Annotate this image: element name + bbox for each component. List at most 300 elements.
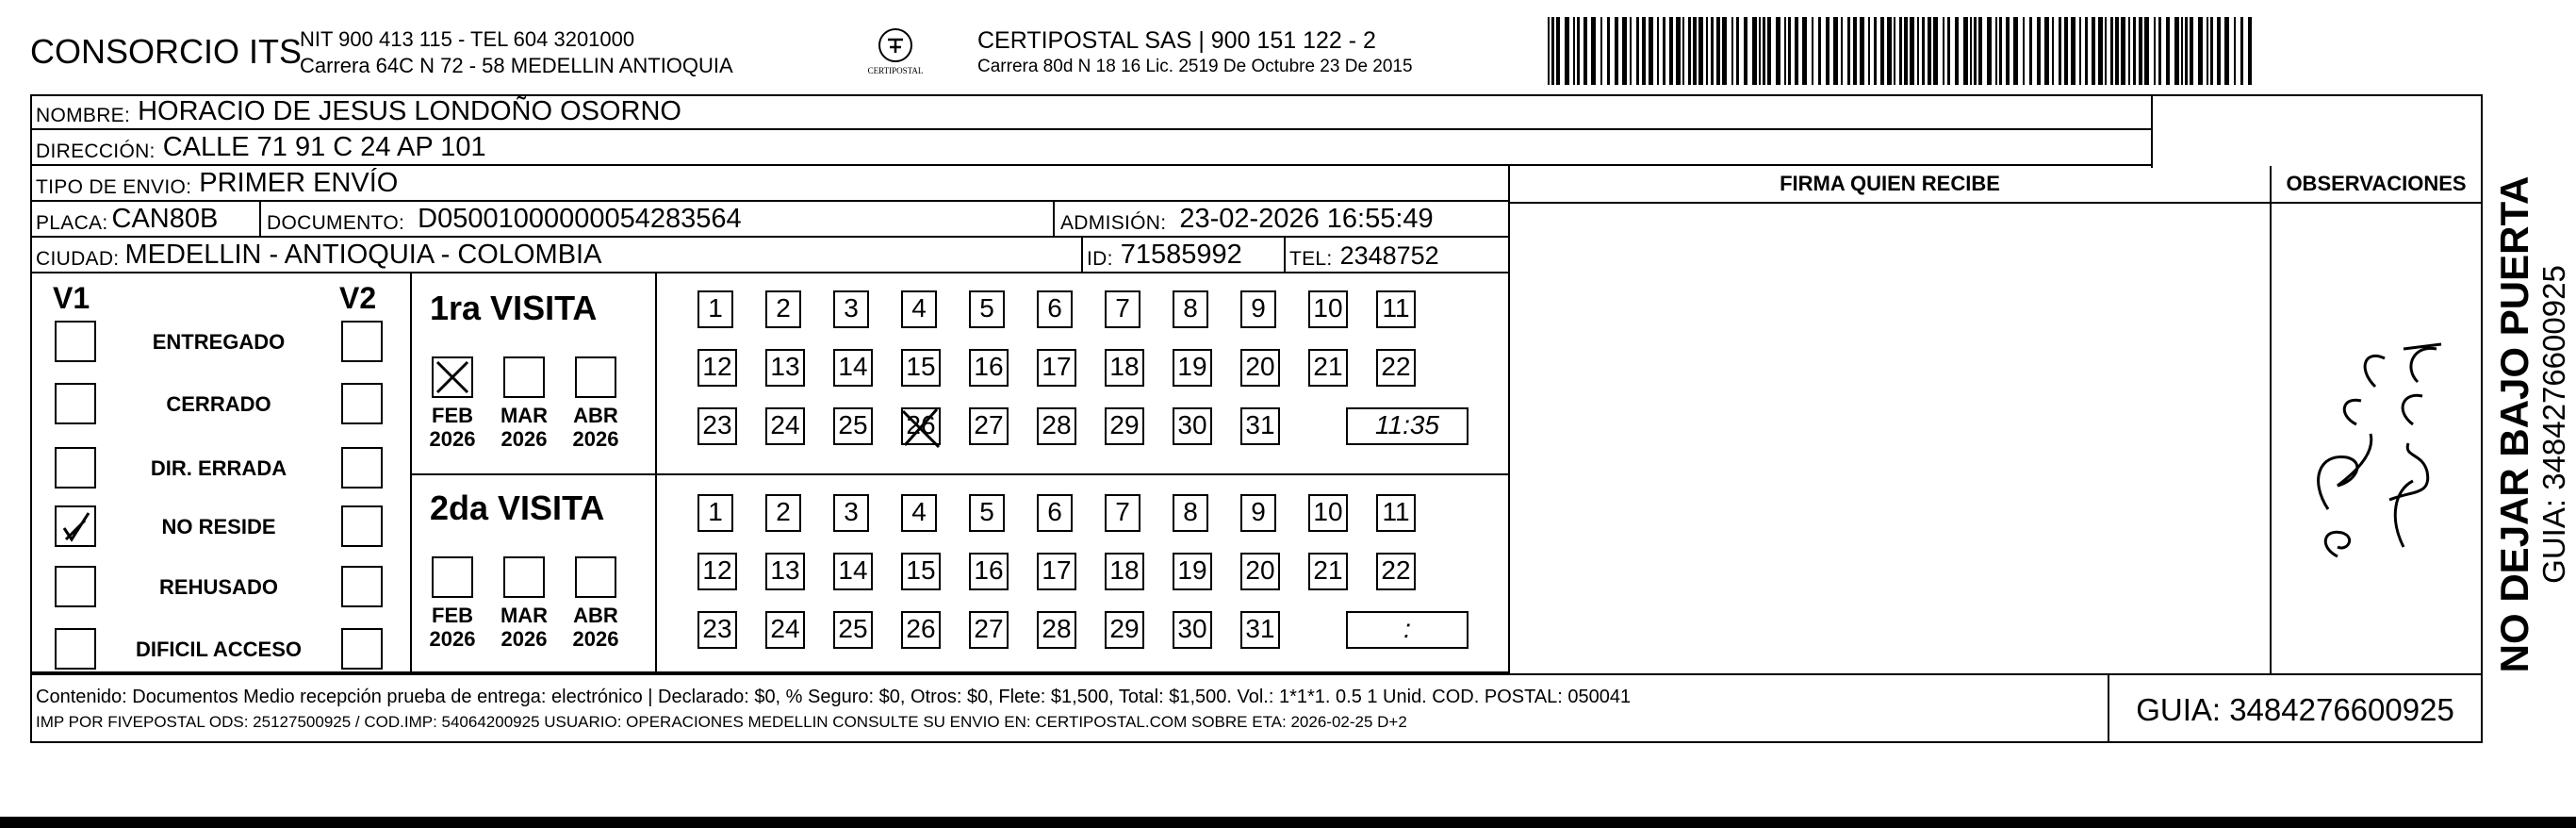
day-number: 8 xyxy=(1183,497,1198,526)
barcode-bar xyxy=(1615,17,1618,85)
tipo-envio-value: PRIMER ENVÍO xyxy=(199,168,399,198)
barcode-bar xyxy=(2092,17,2095,85)
day-number: 22 xyxy=(1381,555,1411,585)
day-box[interactable] xyxy=(1308,494,1348,532)
day-number: 30 xyxy=(1177,410,1207,439)
day-box[interactable] xyxy=(697,494,733,532)
barcode-bar xyxy=(1955,17,1959,85)
barcode-bar xyxy=(1933,17,1938,85)
status-label: REHUSADO xyxy=(159,575,278,599)
v2-checkbox[interactable] xyxy=(341,566,383,607)
barcode-bar xyxy=(2037,17,2041,85)
placa-cell xyxy=(32,202,261,236)
day-box[interactable] xyxy=(1308,553,1348,590)
barcode-bar xyxy=(1693,17,1697,85)
day-number: 12 xyxy=(702,352,732,381)
day-number: 15 xyxy=(906,352,936,381)
day-number: 30 xyxy=(1177,614,1207,643)
tel-value: 2348752 xyxy=(1339,241,1439,270)
v1-checkbox[interactable] xyxy=(55,447,96,489)
day-box[interactable] xyxy=(969,290,1005,328)
day-number: 20 xyxy=(1245,555,1275,585)
month-year: 2026 xyxy=(572,627,619,651)
day-box[interactable] xyxy=(1037,494,1073,532)
day-box[interactable] xyxy=(697,611,737,649)
barcode-bar xyxy=(2064,17,2068,85)
id-cell xyxy=(1083,238,1286,272)
day-number: 25 xyxy=(838,614,868,643)
month-checkbox[interactable] xyxy=(432,556,473,598)
day-number: 24 xyxy=(770,410,800,439)
day-box[interactable] xyxy=(1240,407,1280,445)
day-box[interactable] xyxy=(901,290,937,328)
day-number: 27 xyxy=(974,410,1004,439)
day-box[interactable] xyxy=(1376,553,1416,590)
tel-label: TEL: xyxy=(1289,248,1333,270)
day-box[interactable] xyxy=(765,349,805,387)
certipostal-line1: CERTIPOSTAL SAS | 900 151 122 - 2 xyxy=(977,27,1376,54)
month-checkbox[interactable] xyxy=(575,556,616,598)
barcode-bar xyxy=(1784,17,1786,85)
day-number: 29 xyxy=(1109,410,1140,439)
barcode-bar xyxy=(1577,17,1580,85)
day-number: 24 xyxy=(770,614,800,643)
day-box[interactable] xyxy=(1105,553,1144,590)
direccion-row xyxy=(30,130,2153,166)
day-number: 9 xyxy=(1251,497,1266,526)
barcode-bar xyxy=(1812,17,1813,85)
barcode-bar xyxy=(1999,17,2002,85)
day-number: 10 xyxy=(1313,293,1343,323)
month-name: MAR xyxy=(500,404,549,427)
barcode-bar xyxy=(1642,17,1646,85)
day-box[interactable] xyxy=(1105,290,1140,328)
day-number: 19 xyxy=(1177,555,1207,585)
barcode-bar xyxy=(2166,17,2170,85)
day-number: 7 xyxy=(1115,497,1130,526)
barcode-bar xyxy=(1731,17,1733,85)
month-name: FEB xyxy=(432,604,473,627)
barcode-bar xyxy=(2029,17,2032,85)
day-box[interactable] xyxy=(1173,290,1208,328)
month-year: 2026 xyxy=(572,427,619,451)
day-box[interactable] xyxy=(969,407,1009,445)
barcode-bar xyxy=(1795,17,1798,85)
barcode-bar xyxy=(2110,17,2113,85)
barcode-bar xyxy=(2174,17,2179,85)
day-number: 31 xyxy=(1245,410,1275,439)
day-box[interactable] xyxy=(765,553,805,590)
day-box[interactable] xyxy=(833,494,869,532)
day-box[interactable] xyxy=(697,407,737,445)
day-number: 1 xyxy=(708,497,723,526)
day-box[interactable] xyxy=(697,290,733,328)
barcode-bar xyxy=(1676,17,1681,85)
barcode-bar xyxy=(1716,17,1720,85)
day-box[interactable] xyxy=(1173,494,1208,532)
status-label: NO RESIDE xyxy=(161,515,276,538)
month-year: 2026 xyxy=(500,627,548,651)
day-box[interactable] xyxy=(901,407,941,445)
day-box[interactable] xyxy=(901,349,941,387)
ciudad-label: CIUDAD: xyxy=(36,248,120,270)
barcode-bar xyxy=(1910,17,1914,85)
v1-checkbox[interactable] xyxy=(55,505,96,547)
month-year: 2026 xyxy=(500,427,548,451)
day-box[interactable] xyxy=(833,290,869,328)
day-number: 15 xyxy=(906,555,936,585)
barcode-bar xyxy=(2185,17,2188,85)
time-box[interactable]: : xyxy=(1346,611,1468,649)
month-checkbox[interactable] xyxy=(432,356,473,398)
bottom-edge-bar xyxy=(0,817,2576,828)
day-number: 18 xyxy=(1109,555,1140,585)
day-number: 7 xyxy=(1115,293,1130,323)
barcode-bar xyxy=(2052,17,2054,85)
footer-guia: GUIA: 3484276600925 xyxy=(2136,692,2454,727)
day-number: 19 xyxy=(1177,352,1207,381)
day-box[interactable] xyxy=(1376,494,1416,532)
day-number: 23 xyxy=(702,614,732,643)
documento-value: D05001000000054283564 xyxy=(418,204,742,234)
day-number: 4 xyxy=(911,293,927,323)
barcode-bar xyxy=(1759,17,1761,85)
barcode-bar xyxy=(2105,17,2107,85)
barcode-bar xyxy=(1711,17,1714,85)
admision-value: 23-02-2026 16:55:49 xyxy=(1179,204,1434,234)
x-mark-icon xyxy=(899,406,943,451)
day-box[interactable] xyxy=(969,349,1009,387)
v2-checkbox[interactable] xyxy=(341,505,383,547)
id-value: 71585992 xyxy=(1120,240,1242,270)
barcode-bar xyxy=(1698,17,1703,85)
day-box[interactable] xyxy=(1173,553,1212,590)
barcode-bar xyxy=(1963,17,1968,85)
v2-checkbox[interactable] xyxy=(341,628,383,670)
barcode-bar xyxy=(2044,17,2049,85)
day-number: 17 xyxy=(1042,352,1072,381)
barcode-bar xyxy=(1583,17,1587,85)
day-box[interactable] xyxy=(833,407,873,445)
barcode-bar xyxy=(2006,17,2010,85)
company-name: CONSORCIO ITS xyxy=(30,32,303,71)
day-box[interactable] xyxy=(1240,494,1276,532)
firma-header xyxy=(1508,166,2272,204)
barcode-bar xyxy=(1860,17,1864,85)
observaciones-label: OBSERVACIONES xyxy=(2286,172,2467,195)
day-number: 26 xyxy=(906,614,936,643)
month-name: ABR xyxy=(573,404,618,427)
day-number: 29 xyxy=(1109,614,1140,643)
month-label xyxy=(566,404,626,451)
barcode-bar xyxy=(1788,17,1791,85)
barcode-bar xyxy=(1752,17,1757,85)
barcode-bar xyxy=(1556,17,1560,85)
day-box[interactable] xyxy=(765,290,801,328)
day-number: 9 xyxy=(1251,293,1266,323)
barcode-bar xyxy=(2059,17,2061,85)
month-year: 2026 xyxy=(429,427,476,451)
tipo-envio-label: TIPO DE ENVIO: xyxy=(36,176,192,198)
barcode-bar xyxy=(1922,17,1925,85)
day-number: 5 xyxy=(979,293,994,323)
company-address: Carrera 64C N 72 - 58 MEDELLIN ANTIOQUIA xyxy=(300,54,733,77)
day-number: 21 xyxy=(1313,555,1343,585)
barcode-bar xyxy=(2248,17,2252,85)
barcode-bar xyxy=(1649,17,1653,85)
month-label xyxy=(494,404,554,451)
barcode-bar xyxy=(1722,17,1727,85)
day-box[interactable] xyxy=(969,494,1005,532)
day-box[interactable] xyxy=(1037,349,1076,387)
day-box[interactable] xyxy=(1105,611,1144,649)
tipo-envio-row xyxy=(30,166,1510,202)
day-box[interactable] xyxy=(969,611,1009,649)
barcode-bar xyxy=(1874,17,1877,85)
barcode-bar xyxy=(2023,17,2025,85)
barcode-bar xyxy=(2190,17,2193,85)
visit-row-divider xyxy=(410,473,1510,475)
side-vertical-text xyxy=(2493,123,2576,726)
day-box[interactable] xyxy=(901,494,937,532)
day-box[interactable] xyxy=(1105,494,1140,532)
barcode-bar xyxy=(1736,17,1739,85)
observaciones-header xyxy=(2270,166,2483,204)
barcode-bar xyxy=(1669,17,1673,85)
firma-label: FIRMA QUIEN RECIBE xyxy=(1780,172,2000,195)
day-box[interactable] xyxy=(901,611,941,649)
barcode-bar xyxy=(1880,17,1884,85)
barcode-bar xyxy=(2240,17,2243,85)
day-box[interactable] xyxy=(1240,349,1280,387)
v2-checkbox[interactable] xyxy=(341,321,383,362)
barcode-bar xyxy=(2198,17,2203,85)
observaciones-left-border xyxy=(2270,166,2272,673)
barcode-bar xyxy=(2144,17,2149,85)
day-box[interactable] xyxy=(1173,611,1212,649)
month-checkbox[interactable] xyxy=(575,356,616,398)
day-number: 10 xyxy=(1313,497,1343,526)
direccion-value: CALLE 71 91 C 24 AP 101 xyxy=(162,132,486,162)
barcode-bar xyxy=(1978,17,1982,85)
status-label: DIFICIL ACCESO xyxy=(135,638,302,661)
nombre-row xyxy=(30,94,2153,130)
day-box[interactable] xyxy=(1240,553,1280,590)
placa-value: CAN80B xyxy=(111,204,219,234)
barcode-bar xyxy=(1565,17,1569,85)
day-number: 21 xyxy=(1313,352,1343,381)
day-box[interactable] xyxy=(969,553,1009,590)
barcode-bar xyxy=(2133,17,2136,85)
nombre-label: NOMBRE: xyxy=(36,105,131,126)
day-box[interactable] xyxy=(1308,349,1348,387)
day-number: 6 xyxy=(1047,497,1062,526)
barcode-bar xyxy=(1802,17,1807,85)
barcode-bar xyxy=(2128,17,2130,85)
barcode-bar xyxy=(1947,17,1950,85)
day-box[interactable] xyxy=(1308,290,1348,328)
day-box[interactable] xyxy=(1105,349,1144,387)
admision-cell xyxy=(1055,201,1508,236)
barcode-bar xyxy=(1917,17,1919,85)
v2-label: V2 xyxy=(339,281,377,315)
documento-cell xyxy=(261,202,1055,236)
barcode-bar xyxy=(1706,17,1708,85)
day-box[interactable] xyxy=(1037,407,1076,445)
day-box[interactable] xyxy=(833,611,873,649)
barcode-bar xyxy=(1974,17,1977,85)
barcode-bar xyxy=(1600,17,1602,85)
day-box[interactable] xyxy=(765,407,805,445)
barcode-bar xyxy=(1887,17,1892,85)
day-box[interactable] xyxy=(697,553,737,590)
x-mark-icon xyxy=(434,358,471,396)
day-number: 3 xyxy=(844,293,859,323)
certipostal-logo xyxy=(853,25,938,81)
day-number: 11 xyxy=(1382,497,1410,526)
barcode-bar xyxy=(1657,17,1659,85)
form-top-right xyxy=(2151,94,2483,96)
footer-line-1: Contenido: Documentos Medio recepción prueba de entrega: electrónico | Declarado: $0, % Seguro: $0, Otros: $0, Flete: $1,500, Total: $1,500. Vol.: 1*1*1. 0.5 1 Unid. COD. POSTAL: 050041 xyxy=(36,687,1632,707)
day-box[interactable] xyxy=(1173,407,1212,445)
day-number: 28 xyxy=(1042,410,1072,439)
day-number: 12 xyxy=(702,555,732,585)
no-dejar-bajo-puerta: NO DEJAR BAJO PUERTA xyxy=(2492,175,2536,673)
barcode-bar xyxy=(1636,17,1639,85)
day-number: 20 xyxy=(1245,352,1275,381)
day-number: 13 xyxy=(770,352,800,381)
month-name: MAR xyxy=(500,604,549,627)
barcode-bar xyxy=(2085,17,2088,85)
placa-documento-row xyxy=(30,202,1510,238)
barcode-bar xyxy=(1995,17,1997,85)
v2-checkbox[interactable] xyxy=(341,383,383,424)
barcode-bar xyxy=(2098,17,2103,85)
day-number: 6 xyxy=(1047,293,1062,323)
status-label: CERRADO xyxy=(166,392,271,416)
day-number: 16 xyxy=(974,352,1004,381)
barcode-bar xyxy=(1899,17,1902,85)
day-box[interactable] xyxy=(1173,349,1212,387)
barcode-bar xyxy=(1894,17,1895,85)
barcode-bar xyxy=(1826,17,1829,85)
barcode-bar xyxy=(1776,17,1780,85)
day-box[interactable] xyxy=(1240,611,1280,649)
placa-label: PLACA: xyxy=(36,212,108,234)
day-number: 25 xyxy=(838,410,868,439)
day-number: 22 xyxy=(1381,352,1411,381)
barcode-bar xyxy=(2071,17,2076,85)
day-box[interactable] xyxy=(1037,611,1076,649)
barcode-bar xyxy=(2181,17,2183,85)
time-box[interactable]: 11:35 xyxy=(1346,407,1468,445)
day-box[interactable] xyxy=(1240,290,1276,328)
handwritten-observation xyxy=(2300,292,2460,575)
barcode-bar xyxy=(1663,17,1665,85)
barcode-bar xyxy=(1744,17,1747,85)
side-guia: GUIA: 3484276600925 xyxy=(2536,265,2571,584)
day-number: 3 xyxy=(844,497,859,526)
barcode-bar xyxy=(2210,17,2213,85)
day-box[interactable] xyxy=(1037,553,1076,590)
nombre-value: HORACIO DE JESUS LONDOÑO OSORNO xyxy=(138,96,681,126)
barcode-bar xyxy=(1607,17,1610,85)
month-name: FEB xyxy=(432,404,473,427)
day-box[interactable] xyxy=(697,349,737,387)
day-number: 31 xyxy=(1245,614,1275,643)
day-box[interactable] xyxy=(1037,290,1073,328)
barcode-bar xyxy=(1847,17,1850,85)
day-box[interactable] xyxy=(1376,290,1416,328)
day-box[interactable] xyxy=(1376,349,1416,387)
company-nit-tel: NIT 900 413 115 - TEL 604 3201000 xyxy=(300,27,635,51)
day-number: 28 xyxy=(1042,614,1072,643)
barcode-bar xyxy=(2234,17,2236,85)
documento-label: DOCUMENTO: xyxy=(267,212,405,234)
certipostal-info xyxy=(977,26,1413,79)
barcode-bar xyxy=(1943,17,1944,85)
barcode-bar xyxy=(2217,17,2221,85)
v1-checkbox[interactable] xyxy=(55,383,96,424)
v1-checkbox[interactable] xyxy=(55,321,96,362)
day-number: 1 xyxy=(708,293,723,323)
day-number: 8 xyxy=(1183,293,1198,323)
day-number: 23 xyxy=(702,410,732,439)
id-label: ID: xyxy=(1087,248,1113,270)
v1-checkbox[interactable] xyxy=(55,628,96,670)
day-box[interactable] xyxy=(765,611,805,649)
month-checkbox[interactable] xyxy=(503,556,545,598)
ciudad-row xyxy=(30,238,1510,273)
barcode-bar xyxy=(1841,17,1843,85)
footer-line-2: IMP POR FIVEPOSTAL ODS: 25127500925 / COD.IMP: 54064200925 USUARIO: OPERACIONES MEDELLIN CONSULTE SU ENVIO EN: CERTIPOSTAL.COM SOBRE ETA: 2026-02-25 D+2 xyxy=(36,713,1407,731)
day-number: 4 xyxy=(911,497,927,526)
day-box[interactable] xyxy=(833,553,873,590)
day-number: 2 xyxy=(776,293,791,323)
day-number: 13 xyxy=(770,555,800,585)
certipostal-line2: Carrera 80d N 18 16 Lic. 2519 De Octubre 23 De 2015 xyxy=(977,57,1413,76)
barcode-bar xyxy=(2139,17,2142,85)
barcode-bar xyxy=(1868,17,1870,85)
barcode-bar xyxy=(1928,17,1931,85)
day-number: 14 xyxy=(838,352,868,381)
month-name: ABR xyxy=(573,604,618,627)
month-label xyxy=(566,604,626,651)
barcode-bar xyxy=(2207,17,2208,85)
barcode-bar xyxy=(1763,17,1765,85)
day-box[interactable] xyxy=(901,553,941,590)
barcode-bar xyxy=(2158,17,2161,85)
day-number: 5 xyxy=(979,497,994,526)
barcode-bar xyxy=(1630,17,1632,85)
day-box[interactable] xyxy=(765,494,801,532)
barcode-bar xyxy=(2224,17,2229,85)
v2-checkbox[interactable] xyxy=(341,447,383,489)
barcode-bar xyxy=(1767,17,1771,85)
barcode-bar xyxy=(1551,17,1554,85)
barcode-bar xyxy=(1548,17,1550,85)
month-label xyxy=(422,404,483,451)
v1-checkbox[interactable] xyxy=(55,566,96,607)
ciudad-cell xyxy=(32,238,1083,272)
admision-label: ADMISIÓN: xyxy=(1060,212,1167,234)
check-icon xyxy=(57,507,94,545)
barcode xyxy=(1548,17,2256,85)
day-box[interactable] xyxy=(833,349,873,387)
day-box[interactable] xyxy=(1105,407,1144,445)
month-checkbox[interactable] xyxy=(503,356,545,398)
barcode-bar xyxy=(1833,17,1838,85)
